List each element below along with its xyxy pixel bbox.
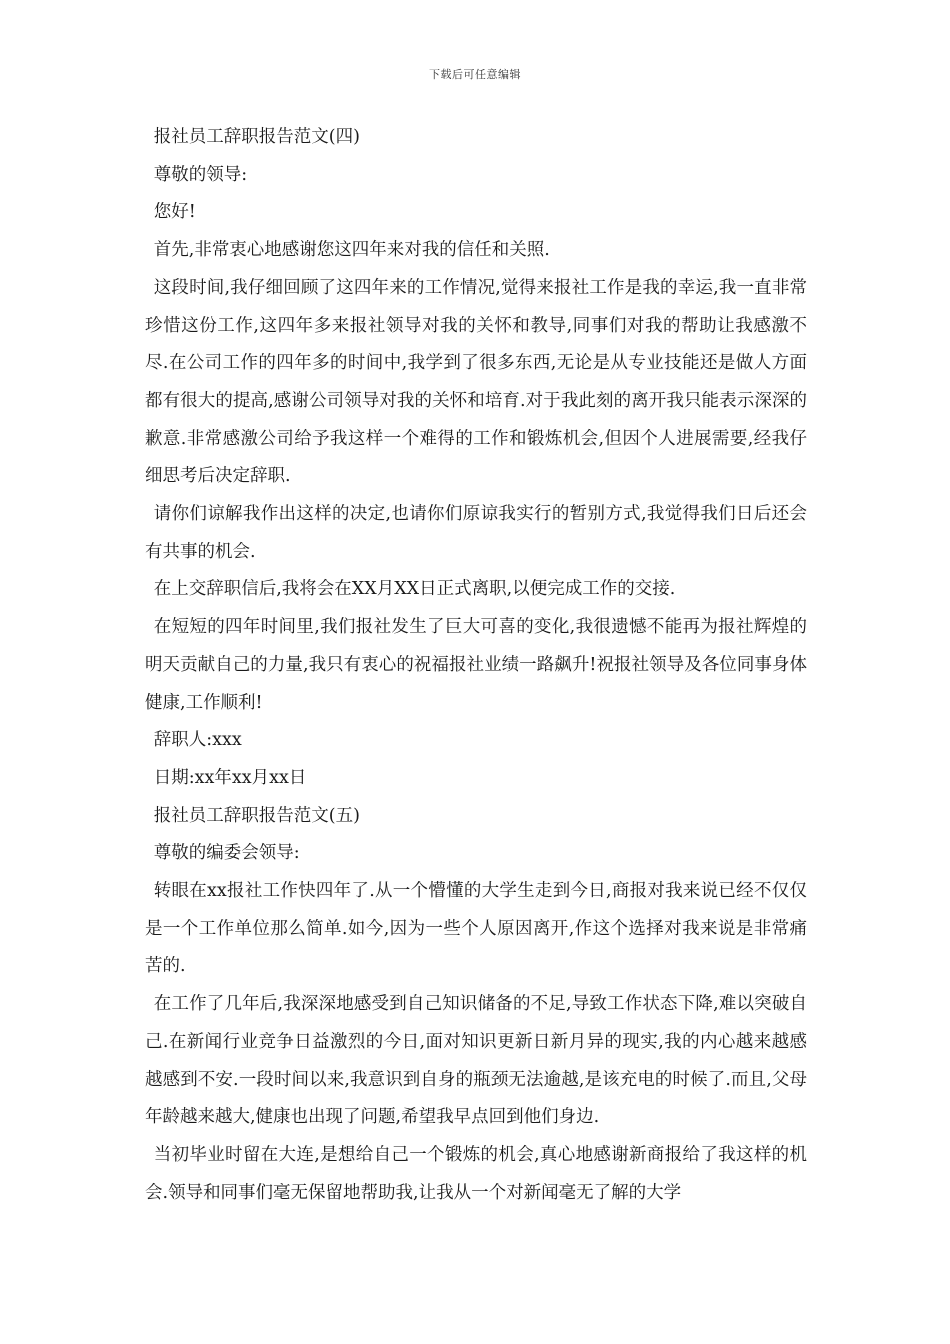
body-paragraph: 在短短的四年时间里,我们报社发生了巨大可喜的变化,我很遗憾不能再为报社辉煌的明天贡献自己的力量,我只有衷心的祝福报社业绩一路飙升!祝报社领导及各位同事身体健康,工作顺利! — [145, 617, 807, 713]
body-paragraph: 首先,非常衷心地感谢您这四年来对我的信任和关照. — [153, 240, 550, 261]
document-body — [145, 119, 807, 1212]
body-paragraph: 在上交辞职信后,我将会在XX月XX日正式离职,以便完成工作的交接. — [153, 579, 676, 600]
greeting: 您好! — [153, 202, 196, 223]
body-paragraph: 当初毕业时留在大连,是想给自己一个锻炼的机会,真心地感谢新商报给了我这样的机会.领导和同事们毫无保留地帮助我,让我从一个对新闻毫无了解的大学 — [145, 1144, 807, 1203]
signature-line: 辞职人:xxx — [153, 730, 242, 751]
body-paragraph: 在工作了几年后,我深深地感受到自己知识储备的不足,导致工作状态下降,难以突破自己.在新闻行业竞争日益激烈的今日,面对知识更新日新月异的现实,我的内心越来越感越感到不安.一段时间以来,我意识到自身的瓶颈无法逾越,是该充电的时候了.而且,父母年龄越来越大,健康也出现了问题,希望我早点回到他们身边. — [145, 994, 807, 1128]
salutation: 尊敬的领导: — [153, 164, 248, 185]
section-title: 报社员工辞职报告范文(四) — [153, 127, 360, 147]
page-header: 下载后可任意编辑 — [429, 68, 521, 81]
section-title: 报社员工辞职报告范文(五) — [153, 805, 360, 826]
salutation: 尊敬的编委会领导: — [153, 843, 300, 864]
body-paragraph: 这段时间,我仔细回顾了这四年来的工作情况,觉得来报社工作是我的幸运,我一直非常珍惜这份工作,这四年多来报社领导对我的关怀和教导,同事们对我的帮助让我感激不尽.在公司工作的四年多的时间中,我学到了很多东西,无论是从专业技能还是做人方面都有很大的提高,感谢公司领导对我的关怀和培育.对于我此刻的离开我只能表示深深的歉意.非常感激公司给予我这样一个难得的工作和锻炼机会,但因个人进展需要,经我仔细思考后决定辞职. — [145, 277, 807, 487]
date-line: 日期:xx年xx月xx日 — [153, 767, 307, 788]
body-paragraph: 请你们谅解我作出这样的决定,也请你们原谅我实行的暂别方式,我觉得我们日后还会有共事的机会. — [145, 504, 807, 562]
body-paragraph: 转眼在xx报社工作快四年了.从一个懵懂的大学生走到今日,商报对我来说已经不仅仅是一个工作单位那么简单.如今,因为一些个人原因离开,作这个选择对我来说是非常痛苦的. — [145, 881, 807, 977]
